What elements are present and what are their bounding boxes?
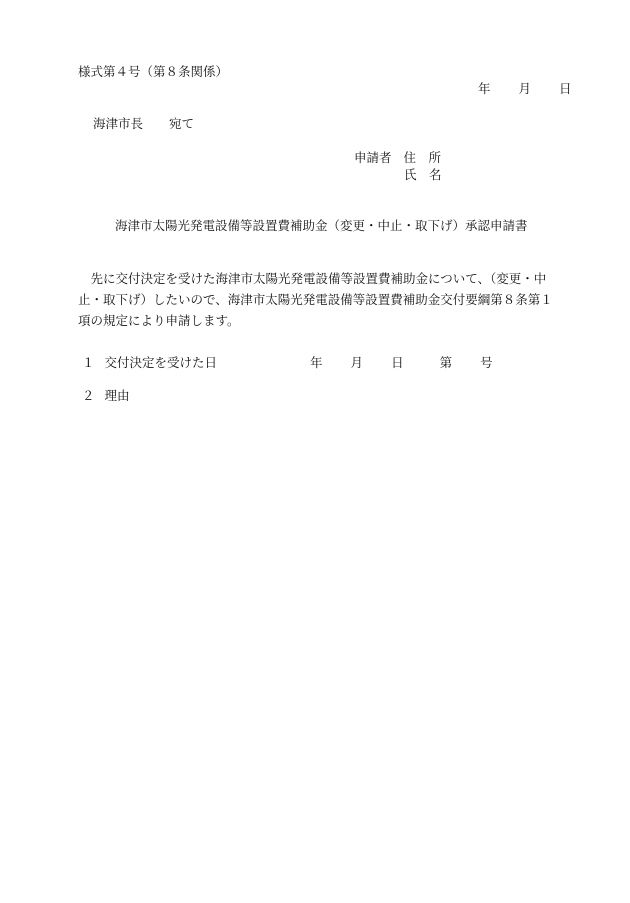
addressee-suffix: 宛て [169,116,195,131]
item-label: 理由 [104,388,130,403]
item-month-label: 月 [350,355,364,370]
item-day-label: 日 [391,355,404,370]
item-decision-date [82,357,493,370]
body-line-3: 項の規定により申請します。 [78,313,240,328]
date-day-label: 日 [559,81,572,96]
item-no-prefix: 第 [439,355,453,370]
applicant-address-row [354,152,441,165]
applicant-name-row [354,169,442,182]
item-label: 交付決定を受けた日 [104,355,218,370]
applicant-address-label: 住 所 [403,150,442,165]
date-month-label: 月 [518,81,532,96]
item-no-suffix: 号 [480,355,493,370]
item-year-label: 年 [310,355,323,370]
document-title: 海津市太陽光発電設備等設置費補助金（変更・中止・取下げ）承認申請書 [115,218,528,233]
applicant-label: 申請者 [354,150,392,165]
applicant-name-label: 氏 名 [404,167,442,182]
application-date [478,83,572,96]
item-reason [82,390,130,403]
date-year-label: 年 [478,81,491,96]
body-paragraph [78,268,558,331]
item-number: １ [82,355,95,370]
addressee-name: 海津市長 [93,116,144,131]
form-number: 様式第４号（第８条関係） [78,64,229,79]
body-line-1: 先に交付決定を受けた海津市太陽光発電設備等設置費補助金について、（変更・中 [78,271,547,286]
addressee [93,118,194,131]
body-line-2: 止・取下げ）したいので、海津市太陽光発電設備等設置費補助金交付要綱第８条第１ [78,292,553,307]
item-number: ２ [82,388,95,403]
